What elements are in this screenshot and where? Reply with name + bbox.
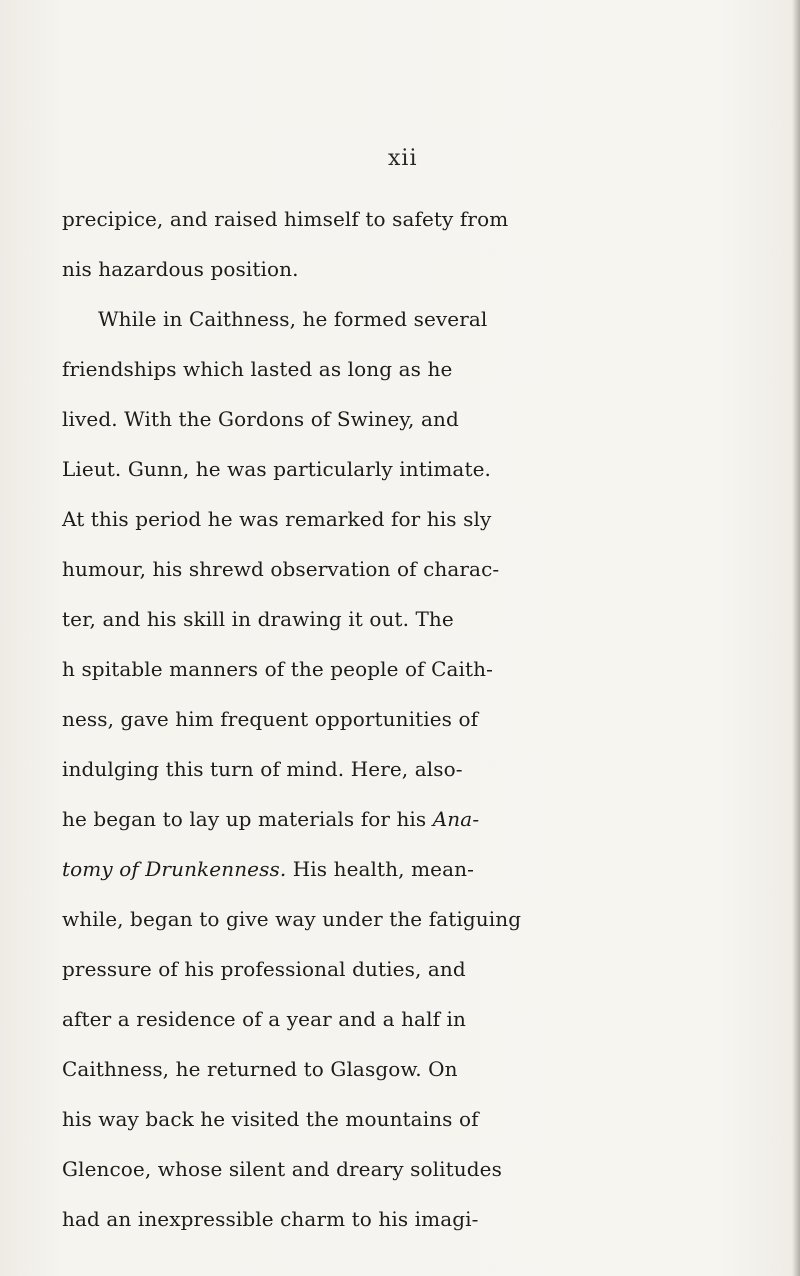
text-line: nis hazardous position. [62, 257, 299, 281]
text-line: humour, his shrewd observation of charac- [62, 557, 500, 581]
text-line: his way back he visited the mountains of [62, 1107, 479, 1131]
text-line: ter, and his skill in drawing it out. The [62, 607, 454, 631]
text-line: Caithness, he returned to Glasgow. On [62, 1057, 458, 1081]
text-line: precipice, and raised himself to safety from [62, 207, 509, 231]
text-line: ness, gave him frequent opportunities of [62, 707, 479, 731]
body-text [62, 194, 797, 1244]
text-line: while, began to give way under the fatiguing [62, 907, 522, 931]
text-run: he began to lay up materials for his [62, 807, 433, 831]
text-line: after a residence of a year and a half in [62, 1007, 467, 1031]
text-line: friendships which lasted as long as he [62, 357, 453, 381]
book-title-italic: Ana- [432, 807, 480, 831]
page-number: xii [388, 146, 418, 171]
book-title-italic: tomy of Drunkenness. [62, 857, 287, 881]
text-line: pressure of his professional duties, and [62, 957, 466, 981]
text-line [62, 794, 797, 844]
text-line: indulging this turn of mind. Here, also- [62, 757, 463, 781]
text-line: While in Caithness, he formed several [98, 307, 488, 331]
text-line: Lieut. Gunn, he was particularly intimate. [62, 457, 491, 481]
text-line [62, 844, 797, 894]
text-line: Glencoe, whose silent and dreary solitudes [62, 1157, 502, 1181]
page-edge-shadow [792, 0, 800, 1276]
text-run: His health, mean- [286, 857, 474, 881]
text-line: h spitable manners of the people of Caith- [62, 657, 494, 681]
text-line: lived. With the Gordons of Swiney, and [62, 407, 459, 431]
text-line: At this period he was remarked for his sly [62, 507, 492, 531]
text-line: had an inexpressible charm to his imagi- [62, 1207, 479, 1231]
